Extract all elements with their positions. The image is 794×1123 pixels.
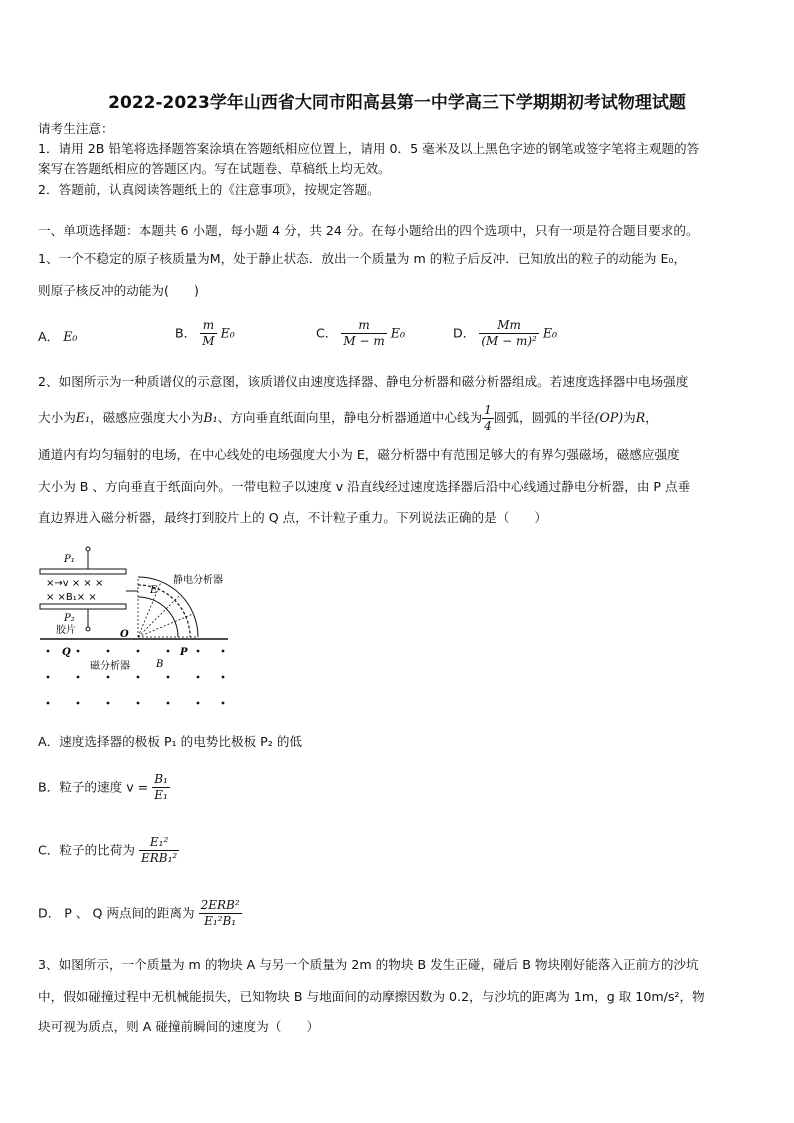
question-2-line-1: 2、如图所示为一种质谱仪的示意图，该质谱仪由速度选择器、静电分析器和磁分析器组成。若速度选择器中电场强度 — [38, 374, 689, 389]
notice-item-1-line-1: 1．请用 2B 铅笔将选择题答案涂填在答题纸相应位置上，请用 0．5 毫米及以上黑色字迹的钢笔或签字笔将主观题的答 — [38, 141, 700, 156]
label-p2: P₂ — [64, 613, 75, 624]
notice-heading: 请考生注意： — [38, 121, 114, 136]
plate-p1 — [40, 569, 126, 574]
q2-option-d-fraction: $\frac{\text{2ERB²}}{\text{E₁²B₁}}$ — [200, 898, 240, 928]
p2-terminal — [86, 627, 90, 631]
q1-option-b-fraction: $\frac{m}{M}$ — [202, 318, 215, 348]
p1-terminal — [86, 547, 90, 551]
question-2-line-5: 直边界进入磁分析器，最终打到胶片上的 Q 点，不计粒子重力。下列说法正确的是（ ） — [38, 510, 548, 525]
q1-option-d-fraction: $\frac{Mm}{\text{(M − m)²}}$ — [481, 318, 537, 348]
q2-option-d: D． P 、 Q 两点间的距离为 $\frac{\text{2ERB²}}{\text{E₁²B₁}}$ — [38, 898, 240, 928]
section-heading: 一、单项选择题：本题共 6 小题，每小题 4 分，共 24 分。在每小题给出的四个选项中，只有一项是符合题目要求的。 — [38, 223, 699, 238]
notice-item-1-line-2: 案写在答题纸相应的答题区内。写在试题卷、草稿纸上均无效。 — [38, 161, 391, 176]
cross-row-2: × ×B₁× × — [46, 592, 97, 603]
plate-p2 — [40, 604, 126, 609]
question-3-line-2: 中，假如碰撞过程中无机械能损失，已知物块 B 与地面间的动摩擦因数为 0.2，与沙坑的距离为 1m，g 取 10m/s²，物 — [38, 989, 705, 1004]
cross-row-1: ×→v × × × — [46, 578, 104, 589]
label-static-analyzer: 静电分析器 — [173, 575, 223, 586]
q2-option-a: A．速度选择器的极板 P₁ 的电势比极板 P₂ 的低 — [38, 734, 303, 749]
question-3-line-3: 块可视为质点，则 A 碰撞前瞬间的速度为（ ） — [38, 1019, 320, 1034]
question-2-line-2: 大小为E₁，磁感应强度大小为B₁、方向垂直纸面向里，静电分析器通道中心线为 $\frac{1}{4}$ 圆弧，圆弧的半径(OP)为R， — [38, 403, 658, 433]
radial-line-3 — [138, 595, 180, 637]
label-b: B — [156, 659, 164, 670]
q1-option-b: B． $\frac{m}{M}$ E₀ — [175, 318, 235, 348]
question-1-line-1: 1、一个不稳定的原子核质量为M，处于静止状态．放出一个质量为 m 的粒子后反冲．已知放出的粒子的动能为 E₀， — [38, 251, 687, 266]
q1-option-c-fraction: $\frac{m}{M - m}$ — [343, 318, 385, 348]
question-2-line-4: 大小为 B 、方向垂直于纸面向外。一带电粒子以速度 v 沿直线经过速度选择器后沿中心线通过静电分析器，由 P 点垂 — [38, 479, 691, 494]
q2-option-c: C．粒子的比荷为 $\frac{\text{E₁²}}{\text{ERB₁²}}$ — [38, 835, 178, 865]
label-p: P — [180, 647, 188, 658]
q1-option-d: D． $\frac{Mm}{\text{(M − m)²}}$ E₀ — [453, 318, 558, 348]
label-film: 胶片 — [56, 625, 76, 636]
q2-option-b-fraction: $\frac{\text{B₁}}{\text{E₁}}$ — [154, 772, 168, 802]
q1-option-c: C． $\frac{m}{M - m}$ E₀ — [316, 318, 406, 348]
question-1-line-2: 则原子核反冲的动能为( ) — [38, 283, 199, 298]
notice-item-2: 2．答题前，认真阅读答题纸上的《注意事项》，按规定答题。 — [38, 182, 380, 197]
page-title: 2022-2023学年山西省大同市阳高县第一中学高三下学期期初考试物理试题 — [108, 93, 686, 113]
label-o: O — [120, 629, 129, 640]
question-2-line-3: 通道内有均匀辐射的电场，在中心线处的电场强度大小为 E，磁分析器中有范围足够大的有界匀强磁场，磁感应强度 — [38, 447, 680, 462]
question-3-line-1: 3、如图所示，一个质量为 m 的物块 A 与另一个质量为 2m 的物块 B 发生正碰，碰后 B 物块刚好能落入正前方的沙坑 — [38, 957, 699, 972]
q1-option-a: A． E₀ — [38, 329, 78, 344]
q2-option-b: B．粒子的速度 v = $\frac{\text{B₁}}{\text{E₁}}$ — [38, 772, 168, 802]
label-q: Q — [62, 647, 71, 658]
quarter-fraction: $\frac{1}{4}$ — [484, 403, 492, 433]
label-mag-analyzer: 磁分析器 — [90, 661, 130, 672]
label-e: E — [150, 585, 158, 596]
mass-spectrometer-figure — [38, 545, 268, 710]
q2-option-c-fraction: $\frac{\text{E₁²}}{\text{ERB₁²}}$ — [140, 835, 178, 865]
label-p1: P₁ — [64, 554, 75, 565]
field-dots — [47, 650, 225, 705]
